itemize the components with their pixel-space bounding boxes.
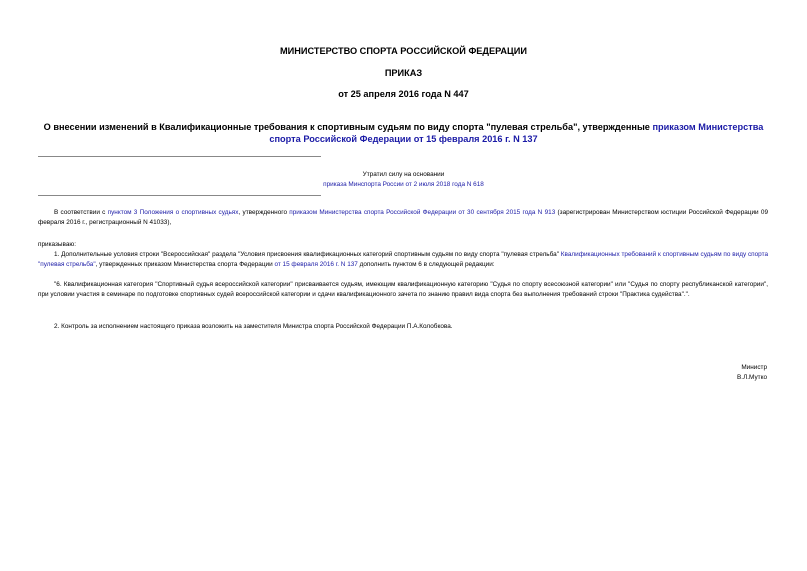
item-1-paragraph: 1. Дополнительные условия строки "Всероссийская" раздела "Условия присвоения квалификационных категорий спортивным судьям по виду спорта "пулевая стрельба" Квалификационных требований к спортивным судьям по виду спорта "пулевая стрельба", утвержденных приказом Министерства спорта Федерации от 15 февраля 2016 г. N 137 дополнить пунктом 6 в следующей редакции: [38, 251, 768, 268]
item1-link-requirements[interactable]: Квалификационных требований к спортивным судьям по виду спорта "пулевая стрельба" [38, 251, 768, 268]
quoted-item-6: "6. Квалификационная категория "Спортивный судья всероссийской категории" присваивается судьям, имеющим квалификационную категорию "Судья по спорту всесоюзной категории" или "Судья по спорту республиканской категории", при условии участия в семинаре по подготовке спортивных судей всероссийской категории и сдачи квалификационного зачета по знанию правил вида спорта без выполнения требований строки "Практика судейства".". [38, 281, 768, 298]
signature-block [737, 363, 767, 383]
signature-name: В.Л.Мутко [737, 374, 767, 381]
preamble-paragraph: В соответствии с пунктом 3 Положения о спортивных судьях, утвержденного приказом Министерства спорта Российской Федерации от 30 сентября 2015 года N 913 (зарегистрирован Министерством юстиции Российской Федерации 09 февраля 2016 г., регистрационный N 41033), [38, 209, 769, 226]
order-word: приказываю: [38, 241, 76, 248]
title-link-order[interactable]: приказом [652, 122, 696, 132]
signature-position: Министр [741, 364, 767, 371]
divider-top [38, 156, 321, 157]
title-link-ministry-order[interactable]: Министерства спорта Российской Федерации от 15 февраля 2016 г. N 137 [269, 122, 764, 144]
divider-bottom [38, 195, 321, 196]
preamble-link-order[interactable]: приказом Министерства спорта Российской Федерации от 30 сентября 2015 года N 913 [289, 209, 556, 216]
document-title [30, 121, 777, 145]
notice-line: Утратил силу на основании [362, 171, 445, 178]
status-notice [0, 170, 807, 189]
item1-link-date[interactable]: от 15 февраля 2016 г. N 137 [274, 260, 358, 268]
ministry-heading: МИНИСТЕРСТВО СПОРТА РОССИЙСКОЙ ФЕДЕРАЦИИ [280, 46, 527, 56]
title-text-1: О внесении изменений в Квалификационные требования к спортивным судьям по виду спорта "пулевая стрельба", утвержденные [43, 122, 653, 132]
item-2-paragraph: 2. Контроль за исполнением настоящего приказа возложить на заместителя Министра спорта Российской Федерации П.А.Колобкова. [54, 323, 453, 330]
notice-link[interactable]: приказа Минспорта России от 2 июля 2018 года N 618 [323, 180, 484, 188]
preamble-link-regulation[interactable]: пунктом 3 Положения о спортивных судьях [107, 209, 239, 216]
order-heading: ПРИКАЗ [384, 68, 423, 78]
order-date-number: от 25 апреля 2016 года N 447 [338, 89, 469, 99]
